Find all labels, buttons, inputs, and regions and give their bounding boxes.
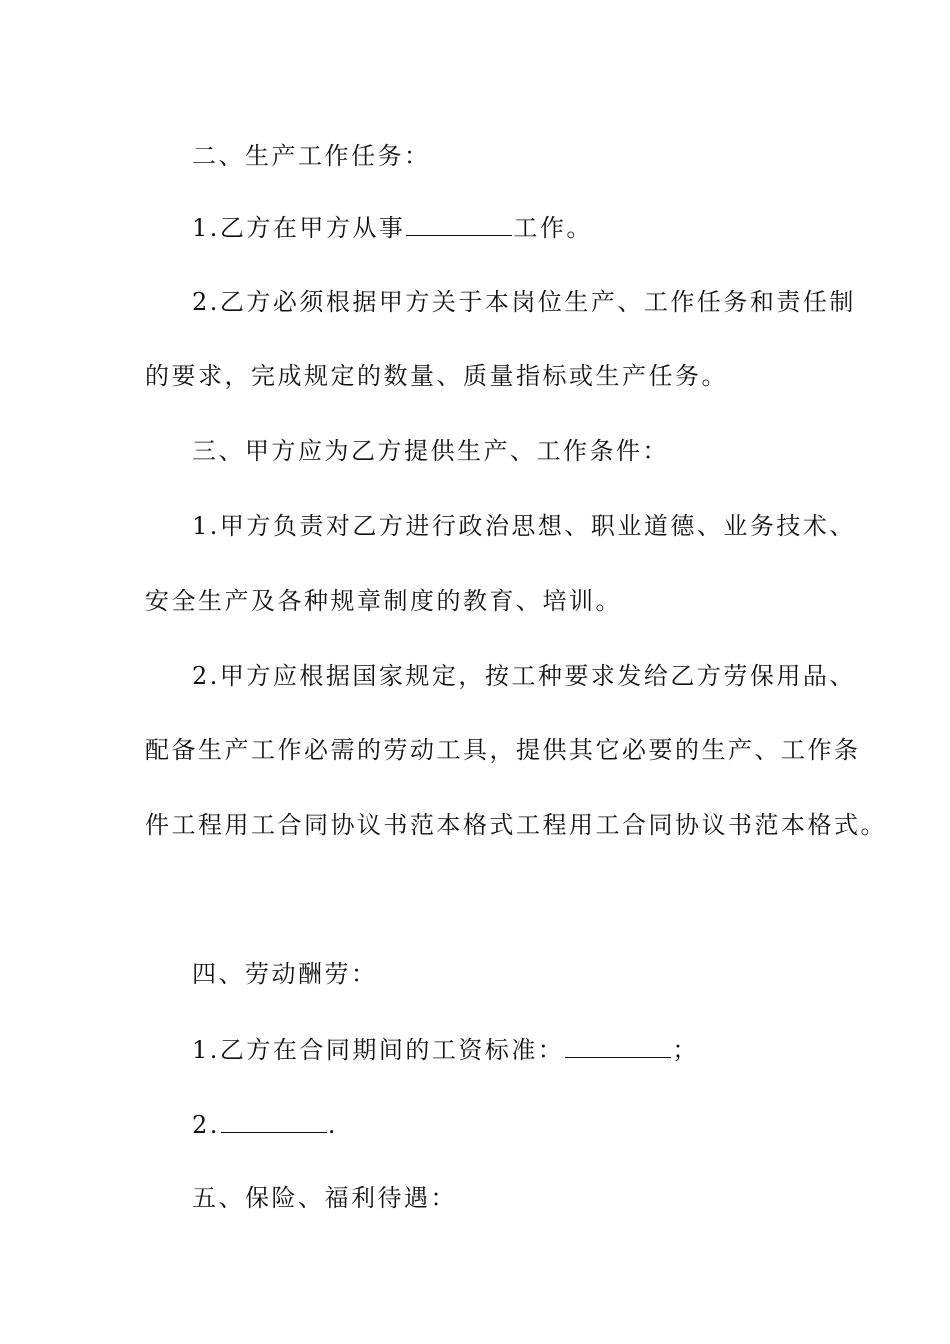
clause-4-2-suffix: .	[327, 1111, 339, 1139]
clause-3-1-line-1: 1.甲方负责对乙方进行政治思想、职业道德、业务技术、	[192, 512, 856, 540]
clause-2-2-line-1: 2.乙方必须根据甲方关于本岗位生产、工作任务和责任制	[192, 288, 856, 316]
clause-4-2	[192, 1108, 338, 1141]
clause-4-1	[192, 1033, 699, 1066]
section-5-heading: 五、保险、福利待遇：	[192, 1184, 457, 1212]
clause-4-1-suffix: ；	[672, 1036, 699, 1064]
clause-2-1	[192, 211, 593, 244]
clause-3-2-line-3: 件工程用工合同协议书范本格式工程用工合同协议书范本格式。	[145, 811, 887, 839]
section-3-heading: 三、甲方应为乙方提供生产、工作条件：	[192, 437, 669, 465]
clause-3-2-line-2: 配备生产工作必需的劳动工具，提供其它必要的生产、工作条	[145, 736, 861, 764]
clause-2-1-prefix: 1.乙方在甲方从事	[192, 214, 406, 242]
section-4-heading: 四、劳动酬劳：	[192, 960, 378, 988]
section-2-heading: 二、生产工作任务：	[192, 142, 431, 170]
clause-2-1-suffix: 工作。	[513, 214, 593, 242]
clause-4-2-blank	[221, 1108, 327, 1133]
clause-4-2-prefix: 2.	[192, 1111, 220, 1139]
wage-standard-blank	[565, 1033, 671, 1058]
job-title-blank	[406, 211, 512, 236]
clause-3-1-line-2: 安全生产及各种规章制度的教育、培训。	[145, 587, 622, 615]
clause-3-2-line-1: 2.甲方应根据国家规定，按工种要求发给乙方劳保用品、	[192, 662, 856, 690]
clause-4-1-prefix: 1.乙方在合同期间的工资标准：	[192, 1036, 565, 1064]
clause-2-2-line-2: 的要求，完成规定的数量、质量指标或生产任务。	[145, 362, 728, 390]
